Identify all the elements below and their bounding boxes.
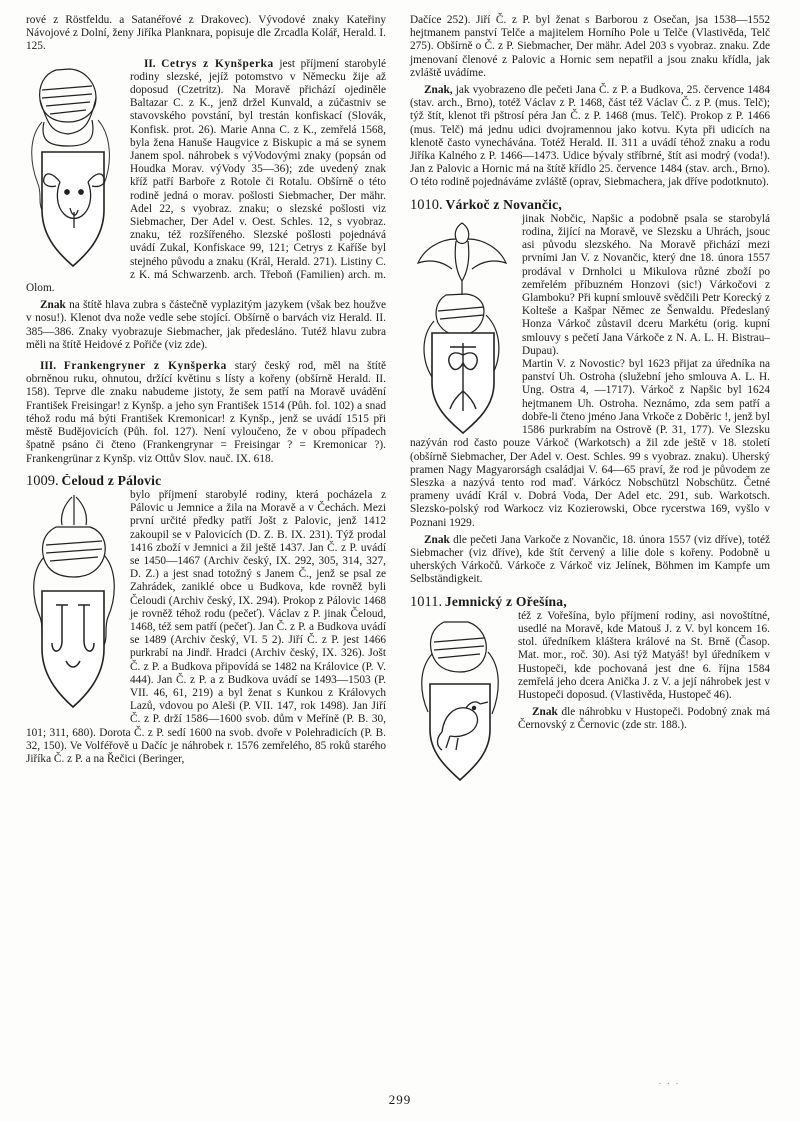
entry-cetrys [26,58,386,352]
varkoc-body1: jinak Nobčic, Napšic a podobně psala se starobylá rodina, žijící na Moravě, ve Slezsku a Uhrách, jsouc asi původu slezského. Na Moravě přichází mezi prvními Jan V. z Novančic, který dne 18. února 1557 prodával v Drnholci u Mikulova různé zboží po zemřelém příbuzném Honzovi (sic!) Várkočovi z Glamboku? Při kupní smlouvě svědčili Petr Korecký z Kolteše a Kašpar Němec ze Šenwaldu. Předeslaný Honza Várkoč zůstavil dceru Markétu (orig. kupní smlouvy s pečetí Jana Várkoče z N. A. L. H. Bistrau–Dupau). [522,212,770,357]
varkoc-title: Várkoč z Novančic, [445,197,562,212]
page-columns [26,14,774,1064]
frankengryner-paragraph [26,360,386,466]
cetrys-body: jest příjmení starobylé rodiny slezské, jejíž potomstvo v Německu žije až doposud (Czetritz). Na Moravě přichází ojediněle Baltazar C. z K., jenž držel Kunvald, a zúčastniv se stavovského povstání, byl trestán konfiskací (Slovák, Konfisk. prot. 26). Marie Anna C. z K., zemřelá 1568, byla žena Hanuše Haugvice z Biskupic a má se synem Janem spol. náhrobek s výVodovými znaky (popsán od Houdka Morav. výVody 35—36); zde uvedený znak kříž patří Barboře z Rotole či Rotalu. Obšírně o této rodině jedná o morav. pošlosti Siebmacher, Der mähr. Adel 22, s vyobraz. znaku; o slezské pošlosti viz Siebmacher, Der Adel v. Oest. Schles. 12, s vyobraz. znaku, též rozšířeného. Slezské pošlosti pojednává uvádí Zukal, Konfiskace 99, 121; Cetrys z Kaříše byl stejného původu a znaku (Král, Herald. 271). Listiny C. z K. má Schwarzenb. arch. Třeboň (Familien) arch. m. Olom. [26,57,386,295]
varkoc-znak-label: Znak [424,533,450,546]
entry-varkoc [410,198,770,587]
celoud-heading [26,474,386,489]
jemnicky-znak-label: Znak [532,706,558,719]
frankengryner-title: Frankengryner z Kynšperka [63,360,227,373]
left-column [26,14,386,1064]
varkoc-number: 1010. [410,197,443,213]
cetrys-znak-label: Znak [40,299,66,312]
cetrys-znak-body: na štítě hlava zubra s částečně vyplazitým jazykem (však bez houžve v nosu!). Klenot dva nože vedle sebe stojící. Obšírně o barvách viz Herald. II. 385—386. Znaky vyobrazuje Siebmacher, jak předesláno. Tutéž hlavu zubra měli na štítě Heidové z Pořiče (viz zde). [26,299,386,351]
cetrys-znak-paragraph [26,299,386,352]
jemnicky-heading [410,595,770,610]
celoud-znak-label: Znak, [424,84,453,97]
jemnicky-title: Jemnický z Ořešína, [444,594,567,609]
jemnicky-coat-of-arms-image [410,612,510,802]
varkoc-coat-of-arms-image [410,215,514,435]
cetrys-title: Cetrys z Kynšperka [161,57,274,70]
entry-jemnicky [410,595,770,804]
celoud-title: Čeloud z Pálovic [61,473,162,488]
varkoc-body2: Martin V. z Novostic? byl 1623 přijat za úředníka na panství Uh. Ostroha (služební jeho smlouva A. L. H. Ung. Ostra 4, —1717). Várkoč z Napšic byl 1624 hejtmanem Uh. Ostroha. Neznámo, zda sem patří a dobře-li čteno jméno Jana Vrkoče z Doběric !, jenž byl 1586 purkrabím na Ostrově (P. 31, 177). Ve Slezsku nazýván rod často pouze Várkoč (Warkotsch) a žil zde ještě v 18. století (obšírně Siebmacher, Der Adel v. Oest. Schles. 99 s vyobraz. znaku). Uherský pramen Nagy Magyarorságh családjai V. 64—65 praví, že rod je původem ze Sleszka a nazývá tento rod maď. Várkócz Nobschützl Nobschütz. Četné prameny uvádí Král v. Dobrá Voda, Der Adel etc. 291, sub. Warkotsch. Slezsko-polský rod Warkocz viz Kozierowski, Obce rycerstwa 169, vyšlo v Poznani 1929. [410,358,770,529]
celoud-number: 1009. [26,473,59,489]
cetrys-marker: II. [144,57,156,70]
jemnicky-znak-body: dle náhrobku v Hustopeči. Podobný znak má Černovský z Černovic (zde str. 188.). [518,706,770,732]
margin-scribble: . . . [658,1076,680,1086]
frankengryner-body: starý český rod, měl na štítě obrněnou ruku, ohnutou, držící květinu s lísty a kořeny (obšírně Herald. II. 158). Teprve dle znaku nabudeme jistoty, že sem patří na Moravě uvádění František Freisingar! z Kynšp. a jeho syn František 1514 (Půh. fol. 102) a snad téhož rodu má býti František Kremonicar! z Kynšp., jenž se uvádí 1515 při městě Budějovicích (Půh. fol. 127). Není vyloučeno, že v obou případech špatně psáno či čteno (Frankengrynar = Freisingar ? = Kremonicar ?). Frankengrünar z Kynšp. viz Ottův Slov. nauč. IX. 618. [26,360,386,465]
cetrys-coat-of-arms-image [26,60,122,280]
varkoc-heading [410,198,770,213]
left-top-paragraph: rové z Röstfeldu. a Satanéřové z Drakovec). Vývodové znaky Kateřiny Návojové z Dolní, ženy Jiříka Planknara, popisuje dle Zrcadla Kolář, Herald. I. 125. [26,14,386,53]
varkoc-znak-paragraph [410,534,770,587]
celoud-znak-paragraph [410,84,770,190]
jemnicky-number: 1011. [410,594,443,610]
celoud-body: bylo příjmení starobylé rodiny, která pocházela z Pálovic u Jemnice a žila na Moravě a v Čechách. Mezi první určité předky patří Jošt z Palovic, jenž 1412 zakoupil se v Palovicích (D. Z. B. IX. 231). Týž prodal 1416 zboží v Jemnici a žil ještě 1437. Jan Č. z P. uvádí se 1450—1467 (Archiv český, IX. 292, 305, 314, 327, D. Z.) a jest snad totožný s Janem Č., jenž se psal ze Zahrádek, zaniklé obce u Budkova, kde rovněž byli Čeloudi (Archiv český, IX. 294). Prokop z Pálovic 1468 je rovněž téhož rodu (pečeť). Václav z P. jinak Čeloud, 1468, též sem patří (pečeť). Jan Č. z P. a Budkova uvádí se 1489 (Archiv český, VI. 5 2). Jiří Č. z P. jest 1466 purkrabí na Jindř. Hradci (Archiv český, IX. 326). Jošt Č. z P. a Budkova připovídá se 1482 na Královice (P. V. 444). Jan Č. z P. a z Budkova uvádí se 1493—1503 (P. VII. 46, 61, 219) a byl ženat s Kunkou z Královych Lazů, vdovou po Aleši (P. VII. 147, rok 1498). Jan Jiří Č. z P. drží 1586—1600 svob. dům v Meříně (P. B. 30, 101; 311, 680). Dorota Č. z P. sedí 1600 na svob. dvoře v Polehradicích (P. B. 32, 150). Ve Volféřově u Dačíc je náhrobek r. 1576 zemřelého, 85 roků starého Jiříka Č. z P. a na Řečici (Beringer, [26,488,386,765]
jemnicky-body: též z Vořešína, bylo příjmení rodiny, asi novoštítné, usedlé na Moravě, kde Matouš J. z V. byl koncem 16. stol. úředníkem kláštera králové na St. Brně (Časop. Mat. mor., roč. 30). Asi týž Matyáš! byl úředníkem v Hustopeči, kde pochovaná jest dne 6. října 1584 zemřelá jeho dcera Anička J. z V. a její náhrobek jest v Hustopeči doposud. (Vlastivěda, Hustopeč 46). [518,609,770,701]
page-number: 299 [388,1092,412,1107]
varkoc-znak-body: dle pečeti Jana Varkoče z Novančic, 18. února 1557 (viz dříve), totéž Siebmacher (viz dříve), kde štít červený a lilie dole s kořeny. Podobně u uherských Várkočů. Várkoče z Várkoč viz Jelínek, Böhmen im Kampfe um Selbständigkeit. [410,533,770,586]
entry-frankengryner [26,360,386,466]
right-top-paragraph: Dačíce 252). Jiří Č. z P. byl ženat s Barborou z Osečan, jsa 1538—1552 hejtmanem panství Telče a majitelem Horního Pole u Telče (Vlastivěda, Telč 275). Obšírně o Č. z P. Siebmacher, Der mähr. Adel 203 s vyobraz. znaku. Zde jmenovaní členové z Palovic a Hornic sem nepatřil a jsou znaku křídla, jak zvláště uvádíme. [410,14,770,79]
celoud-coat-of-arms-image [26,491,122,721]
celoud-znak-body: jak vyobrazeno dle pečeti Jana Č. z P. a Budkova, 25. července 1484 (stav. arch., Brno), totéž Václav z P. 1468, část též Václav Č. z P. (mus. Telč); týž štít, klenot tři pštrosí péra Jan Č. z P. 1468 (mus. Telč). Prokop z P. 1466 (mus. Telč) má jednu udici dvojramennou jako kotvu. Kyta při udicích na klenotě často vynechávána. Totéž Herald. II. 311 a uvádí téhož znaku a rodu Jiříka Kalného z P. 1466—1473. Udice bývaly stříbrné, štít asi modrý (voda!). Jan z Palovic a Hornic má na štítě křídlo 25. července 1484 (stav. arch., Brno). O této rodině pojednáváme zvláště (oprav, Siebmachera, jak dříve podotknuto). [410,84,770,189]
entry-celoud [26,474,386,766]
frankengryner-marker: III. [40,360,57,373]
right-column [410,14,770,1064]
